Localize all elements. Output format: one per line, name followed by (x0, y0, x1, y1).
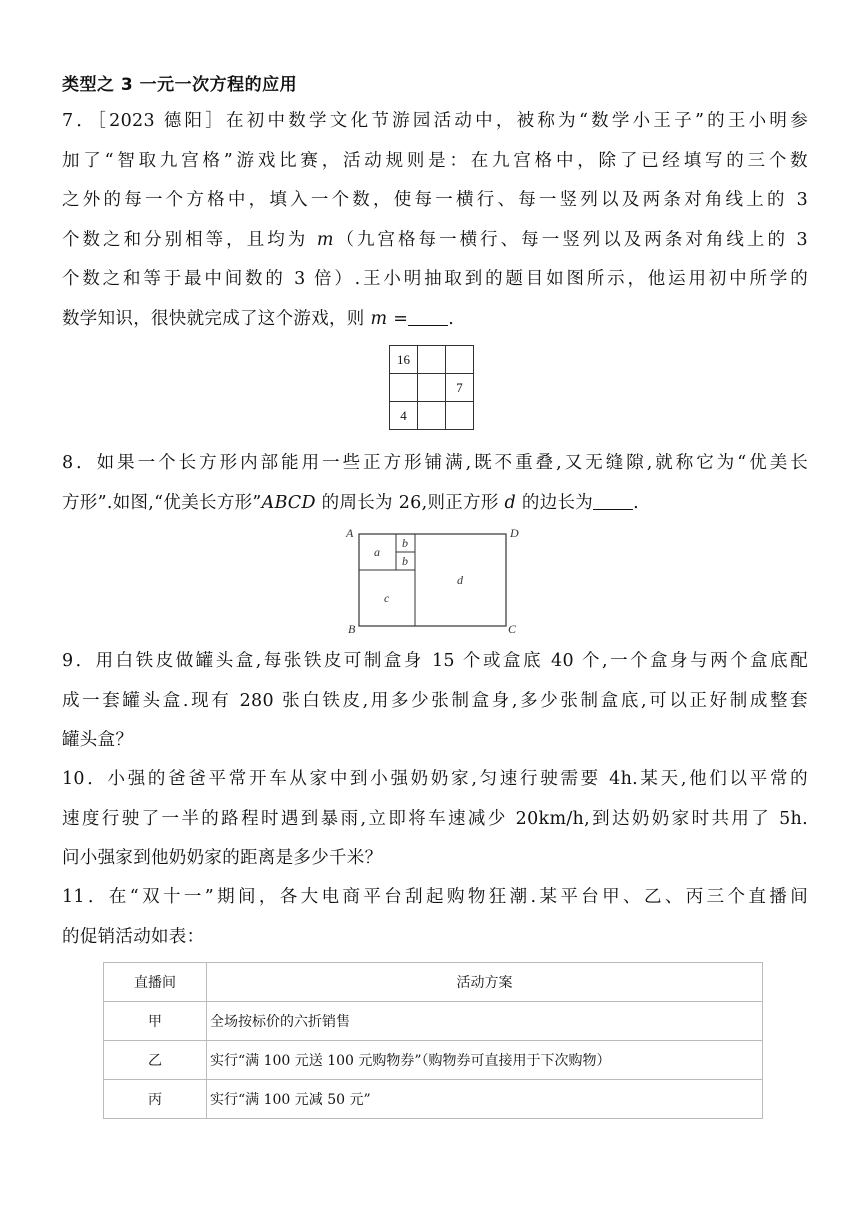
q8-line2-end: . (633, 492, 639, 513)
q7-last-prefix: 数学知识，很快就完成了这个游戏，则 (62, 308, 371, 329)
q8-line-2 (62, 484, 808, 524)
label-c-vertex: C (508, 622, 517, 636)
question-10 (62, 760, 808, 879)
q7-variable-m: 𝑚 = (370, 308, 409, 329)
label-a: a (374, 545, 380, 559)
question-8 (62, 444, 808, 523)
q7-line-1: 7．［2023 德阳］在初中数学文化节游园活动中，被称为“数学小王子”的王小明参 (62, 111, 808, 131)
q11-line-1: 11．在“双十一”期间，各大电商平台刮起购物狂潮.某平台甲、乙、丙三个直播间 (62, 887, 808, 907)
promotion-table (103, 962, 763, 1119)
table-cell: 全场按标价的六折销售 (207, 1002, 763, 1041)
q10-line-2: 速度行驶了一半的路程时遇到暴雨,立即将车速减少 20km/h,到达奶奶家时共用了 5h. (62, 808, 808, 829)
q9-line-2: 成一套罐头盒.现有 280 张白铁皮,用多少张制盒身,多少张制盒底,可以正好制成整套 (62, 690, 808, 711)
table-header-row (104, 963, 763, 1002)
answer-blank (593, 491, 633, 510)
label-d: d (457, 573, 463, 587)
grid-cell: 4 (390, 402, 418, 430)
q9-line-1: 9．用白铁皮做罐头盒,每张铁皮可制盒身 15 个或盒底 40 个,一个盒身与两个盒底配 (62, 651, 808, 671)
grid-cell: 7 (446, 374, 474, 402)
question-11 (62, 878, 808, 957)
table-row (104, 1041, 763, 1080)
q8-line2-prefix: 方形”.如图,“优美长方形” (62, 492, 262, 513)
nine-grid-figure (389, 345, 474, 430)
q8-line-1: 8．如果一个长方形内部能用一些正方形铺满,既不重叠,又无缝隙,就称它为“优美长 (62, 453, 808, 473)
q7-last-suffix: . (448, 308, 455, 329)
q7-line-6 (62, 300, 808, 340)
q7-line-4: 个数之和分别相等，且均为 𝑚（九宫格每一横行、每一竖列以及两条对角线上的 3 (62, 229, 808, 250)
table-header-cell: 直播间 (104, 963, 207, 1002)
q7-line-3: 之外的每一个方格中，填入一个数，使每一横行、每一竖列以及两条对角线上的 3 (62, 190, 808, 210)
answer-blank (408, 307, 448, 326)
table-cell: 甲 (104, 1002, 207, 1041)
question-7 (62, 102, 808, 339)
q9-line-3: 罐头盒？ (62, 730, 134, 750)
section-heading: 类型之 3 一元一次方程的应用 (62, 75, 298, 95)
label-b-bottom: b (402, 554, 408, 568)
q10-line-3: 问小强家到他奶奶家的距离是多少千米？ (62, 848, 383, 868)
question-9 (62, 642, 808, 761)
q8-var-d: 𝑑 (504, 492, 517, 513)
table-cell: 实行“满 100 元减 50 元” (207, 1080, 763, 1119)
table-cell: 实行“满 100 元送 100 元购物券”（购物券可直接用于下次购物） (207, 1041, 763, 1080)
grid-cell: 16 (390, 346, 418, 374)
q8-var-abcd: 𝐴𝐵𝐶𝐷 (261, 492, 316, 513)
grid-cell (390, 374, 418, 402)
q11-line-2: 的促销活动如表： (62, 926, 205, 947)
q10-line-1: 10．小强的爸爸平常开车从家中到小强奶奶家,匀速行驶需要 4h.某天,他们以平常的 (62, 769, 808, 789)
q7-line-5: 个数之和等于最中间数的 3 倍）.王小明抽取到的题目如图所示，他运用初中所学的 (62, 269, 808, 289)
beautiful-rectangle-figure (340, 525, 530, 640)
grid-cell (446, 346, 474, 374)
grid-cell (418, 402, 446, 430)
table-row (104, 1002, 763, 1041)
table-cell: 丙 (104, 1080, 207, 1119)
grid-cell (418, 374, 446, 402)
table-header-cell: 活动方案 (207, 963, 763, 1002)
rectangle-abcd (359, 534, 506, 626)
q7-line-2: 加了“智取九宫格”游戏比赛，活动规则是：在九宫格中，除了已经填写的三个数 (62, 150, 808, 171)
label-b-vertex: B (348, 622, 356, 636)
label-b-top: b (402, 536, 408, 550)
label-a-vertex: A (346, 526, 354, 540)
table-row (104, 1080, 763, 1119)
grid-cell (418, 346, 446, 374)
label-c: c (384, 591, 390, 605)
q8-line2-mid: 的周长为 26,则正方形 (315, 492, 505, 513)
grid-cell (446, 402, 474, 430)
table-cell: 乙 (104, 1041, 207, 1080)
q8-line2-suffix: 的边长为 (516, 492, 594, 513)
label-d-vertex: D (510, 526, 519, 540)
